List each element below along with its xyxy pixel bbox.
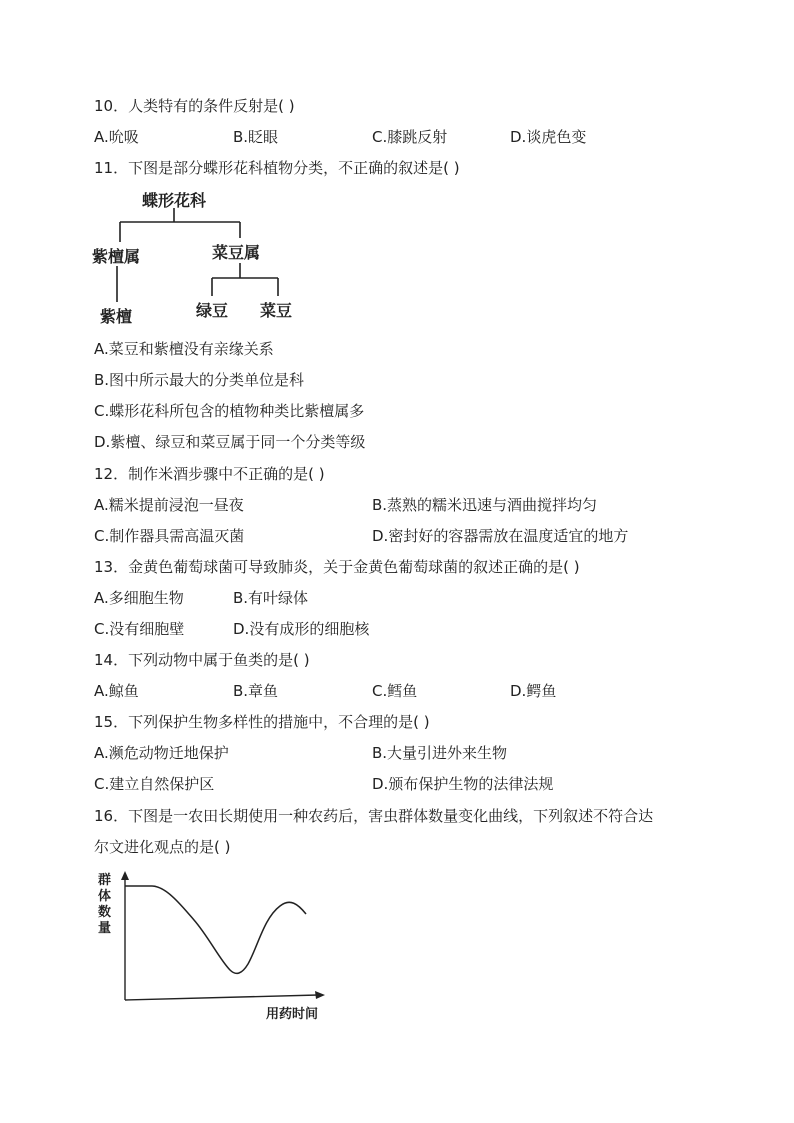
q13-stem: 13．金黄色葡萄球菌可导致肺炎，关于金黄色葡萄球菌的叙述正确的是( ) (94, 558, 580, 576)
q11-option-a[interactable]: A.菜豆和紫檀没有亲缘关系 (94, 340, 274, 358)
q14-options (94, 681, 734, 701)
q12-options-row-1 (94, 495, 734, 515)
q10-option-c[interactable]: C.膝跳反射 (372, 128, 448, 146)
q13-options-row-1 (94, 588, 734, 608)
q16-stem-line-1: 16．下图是一农田长期使用一种农药后，害虫群体数量变化曲线，下列叙述不符合达 (94, 807, 654, 825)
q10-options (94, 127, 734, 147)
q13-option-a[interactable]: A.多细胞生物 (94, 589, 184, 607)
q11-option-c[interactable]: C.蝶形花科所包含的植物种类比紫檀属多 (94, 402, 365, 420)
y-label-char-3: 数 (98, 905, 112, 920)
q15-option-b[interactable]: B.大量引进外来生物 (372, 744, 508, 762)
q12-stem: 12．制作米酒步骤中不正确的是( ) (94, 465, 325, 483)
classification-tree-diagram (90, 186, 310, 328)
q13-option-b[interactable]: B.有叶绿体 (233, 589, 309, 607)
tree-right-genus-label: 菜豆属 (212, 243, 261, 262)
q12-option-b[interactable]: B.蒸熟的糯米迅速与酒曲搅拌均匀 (372, 496, 598, 514)
tree-right-species-2-label: 菜豆 (260, 301, 293, 320)
q15-option-d[interactable]: D.颁布保护生物的法律法规 (372, 775, 554, 793)
q14-option-d[interactable]: D.鳄鱼 (510, 682, 557, 700)
q12-option-d[interactable]: D.密封好的容器需放在温度适宜的地方 (372, 527, 629, 545)
x-axis-arrow (315, 991, 325, 999)
y-label-char-4: 量 (98, 921, 112, 936)
q16-stem-line-2: 尔文进化观点的是( ) (94, 838, 231, 856)
population-curve (125, 886, 306, 973)
tree-right-species-1-label: 绿豆 (196, 301, 229, 320)
q15-options-row-1 (94, 743, 734, 763)
q10-option-d[interactable]: D.谈虎色变 (510, 128, 587, 146)
q12-options-row-2 (94, 526, 734, 546)
q11-stem: 11．下图是部分蝶形花科植物分类，不正确的叙述是( ) (94, 159, 460, 177)
q11-option-b[interactable]: B.图中所示最大的分类单位是科 (94, 371, 305, 389)
q12-option-a[interactable]: A.糯米提前浸泡一昼夜 (94, 496, 244, 514)
q15-options-row-2 (94, 774, 734, 794)
pest-population-graph (94, 866, 334, 1024)
y-axis-arrow (121, 871, 129, 880)
q15-option-c[interactable]: C.建立自然保护区 (94, 775, 215, 793)
tree-root-label: 蝶形花科 (142, 191, 207, 210)
q14-option-a[interactable]: A.鲸鱼 (94, 682, 139, 700)
q12-option-c[interactable]: C.制作器具需高温灭菌 (94, 527, 245, 545)
q10-option-b[interactable]: B.眨眼 (233, 128, 279, 146)
x-axis-label: 用药时间 (266, 1007, 319, 1022)
q13-option-c[interactable]: C.没有细胞壁 (94, 620, 185, 638)
q15-stem: 15．下列保护生物多样性的措施中，不合理的是( ) (94, 713, 430, 731)
q13-options-row-2 (94, 619, 734, 639)
q11-option-d[interactable]: D.紫檀、绿豆和菜豆属于同一个分类等级 (94, 433, 366, 451)
y-label-char-1: 群 (98, 873, 112, 888)
q14-stem: 14．下列动物中属于鱼类的是( ) (94, 651, 310, 669)
y-label-char-2: 体 (98, 889, 112, 904)
q10-stem: 10．人类特有的条件反射是( ) (94, 97, 295, 115)
q14-option-c[interactable]: C.鳕鱼 (372, 682, 418, 700)
tree-left-species-label: 紫檀 (100, 307, 133, 326)
tree-left-genus-label: 紫檀属 (92, 247, 141, 266)
q14-option-b[interactable]: B.章鱼 (233, 682, 279, 700)
q15-option-a[interactable]: A.濒危动物迁地保护 (94, 744, 229, 762)
q13-option-d[interactable]: D.没有成形的细胞核 (233, 620, 370, 638)
q10-option-a[interactable]: A.吮吸 (94, 128, 139, 146)
